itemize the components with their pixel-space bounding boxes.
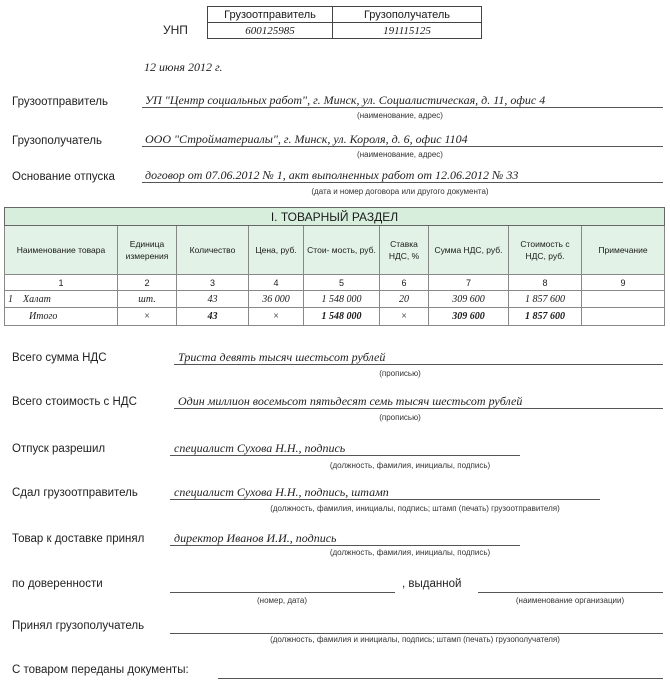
proxy-issued-label: , выданной — [402, 578, 462, 590]
column-number: 1 — [5, 275, 118, 291]
received-caption: (должность, фамилия и инициалы, подпись; штамп (печать) грузополучателя) — [270, 635, 560, 644]
accepted-value: директор Иванов И.И., подпись — [174, 531, 337, 545]
total-with-vat: 1 857 600 — [509, 308, 582, 326]
sender-value: УП "Центр социальных работ", г. Минск, ул. Социалистическая, д. 11, офис 4 — [145, 93, 546, 107]
item-name-cell — [5, 291, 118, 308]
proxy-right-caption: (наименование организации) — [515, 596, 625, 605]
item-name: Халат — [23, 293, 51, 305]
total-vat-sum: 309 600 — [429, 308, 509, 326]
total-cost: 1 548 000 — [304, 308, 380, 326]
received-line — [170, 619, 663, 634]
total-note — [582, 308, 665, 326]
received-label: Принял грузополучатель — [12, 620, 145, 632]
basis-line — [142, 168, 663, 183]
handed-line — [170, 485, 600, 500]
vat-sum-caption: (прописью) — [379, 369, 421, 378]
proxy-org-line — [478, 578, 663, 593]
unp-sender-value: 600125985 — [208, 23, 333, 39]
sender-line — [142, 93, 663, 108]
unp-receiver-value: 191115125 — [333, 23, 482, 39]
goods-header-cell: Сумма НДС, руб. — [429, 226, 509, 275]
docs-line — [218, 664, 663, 679]
proxy-left-caption: (номер, дата) — [256, 596, 307, 605]
total-sum-label: Всего стоимость с НДС — [12, 396, 137, 408]
total-sum-caption: (прописью) — [379, 413, 421, 422]
total-label: Итого — [5, 308, 118, 326]
total-qty: 43 — [177, 308, 249, 326]
total-vat-rate: × — [380, 308, 429, 326]
goods-table — [4, 207, 665, 326]
basis-caption: (дата и номер договора или другого документа) — [311, 187, 489, 196]
column-number: 3 — [177, 275, 249, 291]
item-unit: шт. — [118, 291, 177, 308]
receiver-caption: (наименование, адрес) — [357, 150, 443, 159]
item-vat-sum: 309 600 — [429, 291, 509, 308]
receiver-line — [142, 132, 663, 147]
total-sum-value: Один миллион восемьсот пятьдесят семь тысяч шестьсот рублей — [178, 394, 523, 408]
goods-header-cell: Наименование товара — [5, 226, 118, 275]
column-number: 5 — [304, 275, 380, 291]
total-unit: × — [118, 308, 177, 326]
handed-value: специалист Сухова Н.Н., подпись, штамп — [174, 485, 389, 499]
total-row — [5, 308, 665, 326]
accepted-line — [170, 531, 520, 546]
released-label: Отпуск разрешил — [12, 443, 106, 455]
vat-sum-label: Всего сумма НДС — [12, 352, 107, 364]
goods-header-cell: Ставка НДС, % — [380, 226, 429, 275]
total-sum-line — [174, 394, 663, 409]
sender-label: Грузоотправитель — [12, 96, 108, 108]
item-note — [582, 291, 665, 308]
unp-receiver-header: Грузополучатель — [333, 7, 482, 23]
released-line — [170, 441, 520, 456]
item-qty: 43 — [177, 291, 249, 308]
unp-sender-header: Грузоотправитель — [208, 7, 333, 23]
receiver-value: ООО "Стройматериалы", г. Минск, ул. Короля, д. 6, офис 1104 — [145, 132, 468, 146]
goods-header-cell: Стоимость с НДС, руб. — [509, 226, 582, 275]
item-total: 1 857 600 — [509, 291, 582, 308]
goods-header-cell: Примечание — [582, 226, 665, 275]
document-date: 12 июня 2012 г. — [144, 60, 223, 74]
proxy-number-line — [170, 578, 395, 593]
goods-header-cell: Количество — [177, 226, 249, 275]
unp-label: УНП — [163, 23, 188, 37]
item-number: 1 — [8, 293, 13, 305]
goods-header-cell: Стои- мость, руб. — [304, 226, 380, 275]
accepted-caption: (должность, фамилия, инициалы, подпись) — [329, 548, 491, 557]
released-caption: (должность, фамилия, инициалы, подпись) — [329, 461, 491, 470]
basis-value: договор от 07.06.2012 № 1, акт выполненных работ от 12.06.2012 № 33 — [145, 168, 519, 182]
goods-header-cell: Цена, руб. — [249, 226, 304, 275]
proxy-label: по доверенности — [12, 578, 103, 590]
basis-label: Основание отпуска — [12, 171, 115, 183]
vat-sum-value: Триста девять тысяч шестьсот рублей — [178, 350, 386, 364]
sender-caption: (наименование, адрес) — [357, 111, 443, 120]
table-row — [5, 291, 665, 308]
vat-sum-line — [174, 350, 663, 365]
handed-label: Сдал грузоотправитель — [12, 487, 138, 499]
column-number: 2 — [118, 275, 177, 291]
goods-section-title: I. ТОВАРНЫЙ РАЗДЕЛ — [5, 208, 665, 226]
item-price: 36 000 — [249, 291, 304, 308]
item-vat-rate: 20 — [380, 291, 429, 308]
column-number: 9 — [582, 275, 665, 291]
total-price: × — [249, 308, 304, 326]
column-number: 7 — [429, 275, 509, 291]
unp-table — [207, 6, 482, 39]
receiver-label: Грузополучатель — [12, 135, 102, 147]
column-number: 8 — [509, 275, 582, 291]
released-value: специалист Сухова Н.Н., подпись — [174, 441, 346, 455]
docs-label: С товаром переданы документы: — [12, 664, 189, 676]
handed-caption: (должность, фамилия, инициалы, подпись; штамп (печать) грузоотправителя) — [270, 504, 560, 513]
column-number: 6 — [380, 275, 429, 291]
goods-header-cell: Единица измерения — [118, 226, 177, 275]
column-number: 4 — [249, 275, 304, 291]
item-cost: 1 548 000 — [304, 291, 380, 308]
accepted-label: Товар к доставке принял — [12, 533, 145, 545]
